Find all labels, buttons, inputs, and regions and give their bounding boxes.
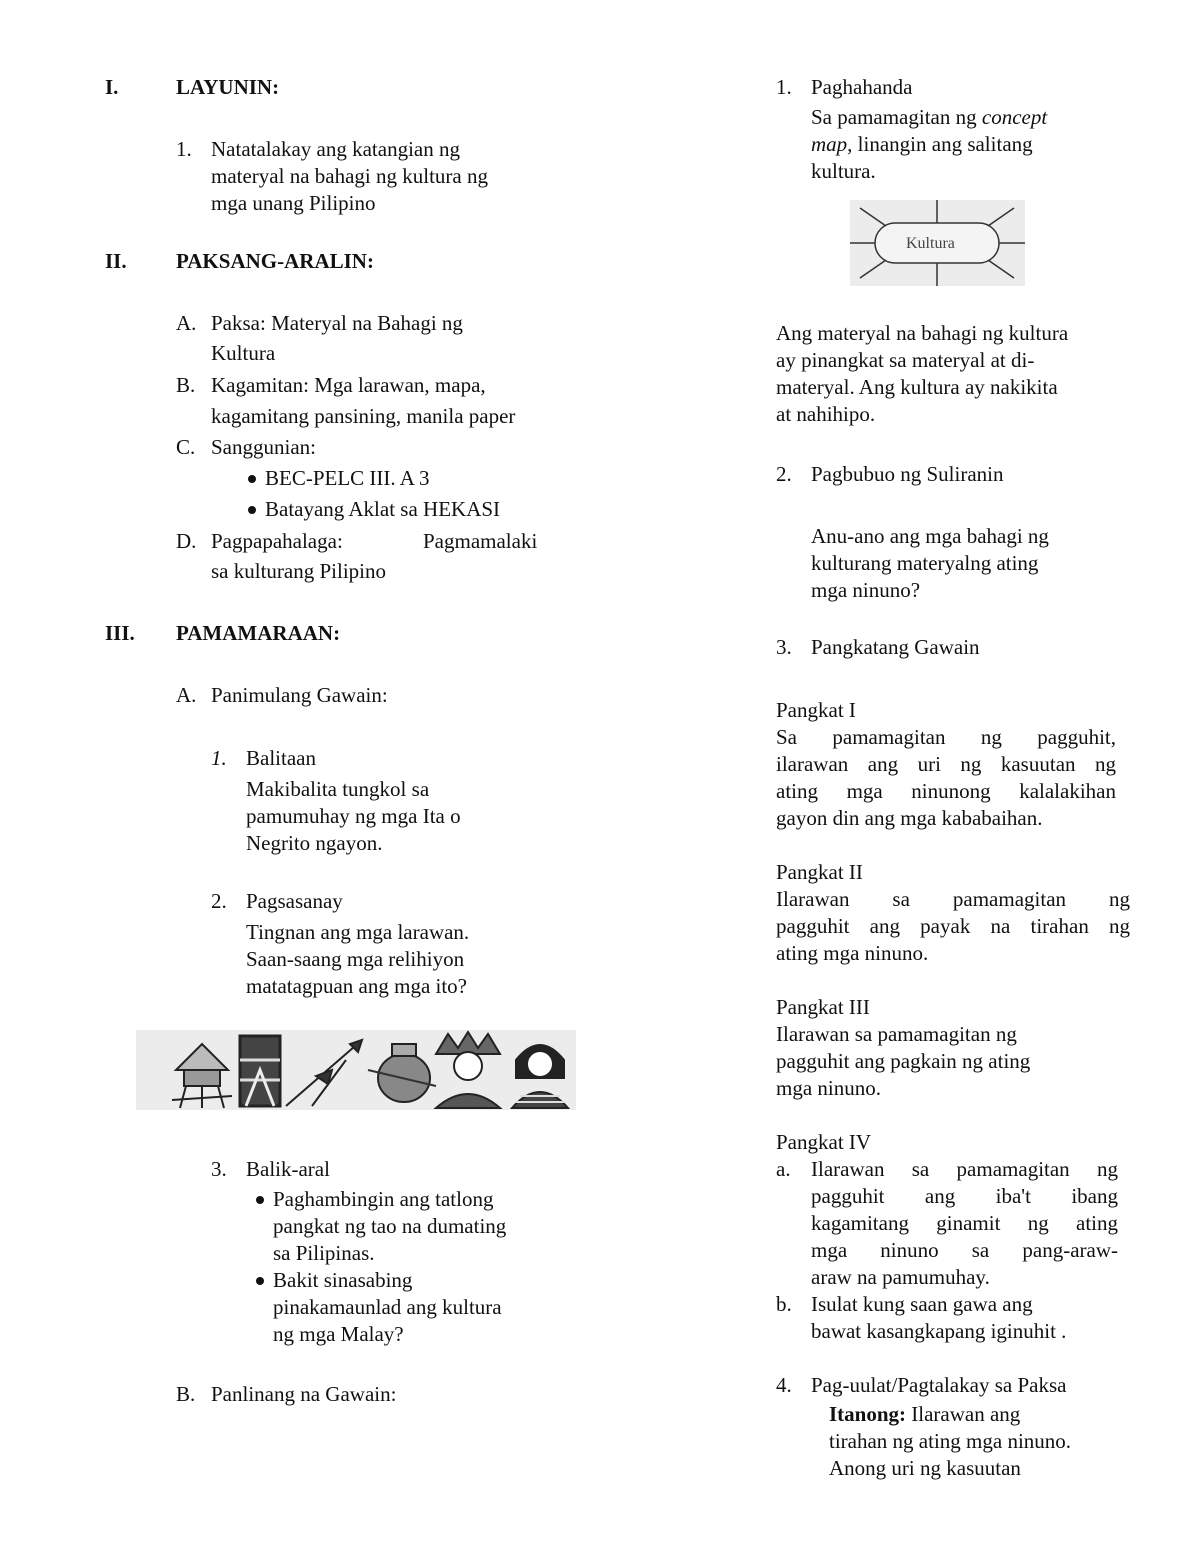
section-3-title: PAMAMARAAN: — [176, 621, 341, 645]
section-1-number: I. — [105, 75, 119, 99]
group-3-line: mga ninuno. — [776, 1076, 881, 1100]
group-1-line: ating mga ninunong kalalakihan — [776, 779, 1116, 803]
artifacts-drawing — [136, 1030, 576, 1110]
group-4-a-line: Ilarawan sa pamamagitan ng — [811, 1157, 1118, 1181]
step-3-number: 3. — [776, 635, 792, 659]
group-2-line: Ilarawan sa pamamagitan ng — [776, 887, 1130, 911]
group-4-a-line: mga ninuno sa pang-araw- — [811, 1238, 1118, 1262]
group-2-line: ating mga ninuno. — [776, 941, 929, 965]
objective-1-number: 1. — [176, 137, 192, 161]
step-2-line: kulturang materyalng ating — [811, 551, 1039, 575]
group-1-line: Sa pamamagitan ng pagguhit, — [776, 725, 1116, 749]
paragraph-line: at nahihipo. — [776, 402, 876, 426]
step-4-line: Anong uri ng kasuutan — [829, 1456, 1021, 1480]
item-a-line: Paksa: Materyal na Bahagi ng — [211, 311, 463, 335]
item-d-label: D. — [176, 529, 197, 553]
group-3-line: Ilarawan sa pamamagitan ng — [776, 1022, 1017, 1046]
balik-aral-bullet-2-line: ng mga Malay? — [273, 1322, 404, 1346]
item-b-line: Kagamitan: Mga larawan, mapa, — [211, 373, 486, 397]
item-d-line2: sa kulturang Pilipino — [211, 559, 386, 583]
balik-aral-number: 3. — [211, 1157, 227, 1181]
section-2-number: II. — [105, 249, 127, 273]
group-4-a-label: a. — [776, 1157, 791, 1181]
paragraph-line: ay pinangkat sa materyal at di- — [776, 348, 1035, 372]
balik-aral-bullet-1-line: sa Pilipinas. — [273, 1241, 375, 1265]
spear-icon — [286, 1040, 362, 1106]
group-4-a-line: araw na pamumuhay. — [811, 1265, 990, 1289]
group-1-title: Pangkat I — [776, 698, 856, 722]
artifacts-illustration — [136, 1030, 576, 1110]
step-3-title: Pangkatang Gawain — [811, 635, 980, 659]
step-2-line: mga ninuno? — [811, 578, 921, 602]
step-2-title: Pagbubuo ng Suliranin — [811, 462, 1004, 486]
reference-bullet: Batayang Aklat sa HEKASI — [265, 497, 501, 521]
step-1-line — [811, 131, 1033, 158]
pagsasanay-line: Saan-saang mga relihiyon — [246, 947, 465, 971]
item-a-line: Kultura — [211, 341, 276, 365]
item-d-left: Pagpapahalaga: — [211, 529, 343, 553]
group-3-line: pagguhit ang pagkain ng ating — [776, 1049, 1031, 1073]
step-2-line: Anu-ano ang mga bahagi ng — [811, 524, 1049, 548]
balitaan-line: pamumuhay ng mga Ita o — [246, 804, 461, 828]
reference-bullet: BEC-PELC III. A 3 — [265, 466, 430, 490]
group-4-b-label: b. — [776, 1292, 792, 1316]
hut-icon — [172, 1044, 232, 1108]
item-b-label: B. — [176, 373, 196, 397]
panimula-text: Panimulang Gawain: — [211, 683, 388, 707]
loom-icon — [240, 1036, 280, 1106]
pagsasanay-line: matatagpuan ang mga ito? — [246, 974, 468, 998]
objective-1-line: mga unang Pilipino — [211, 191, 376, 215]
step-4-number: 4. — [776, 1373, 792, 1397]
step-1-title: Paghahanda — [811, 75, 913, 99]
concept-map-label: Kultura — [906, 235, 955, 252]
jar-icon — [368, 1044, 436, 1102]
group-4-a-line: pagguhit ang iba't ibang — [811, 1184, 1118, 1208]
step-1-number: 1. — [776, 75, 792, 99]
balitaan-line: Negrito ngayon. — [246, 831, 383, 855]
group-4-a-line: kagamitang ginamit ng ating — [811, 1211, 1118, 1235]
step-4-text: Ilarawan ang — [906, 1402, 1021, 1426]
balitaan-line: Makibalita tungkol sa — [246, 777, 430, 801]
item-a-label: A. — [176, 311, 197, 335]
step-4-line: tirahan ng ating mga ninuno. — [829, 1429, 1072, 1453]
balitaan-number: 1. — [211, 746, 227, 770]
group-1-line: gayon din ang mga kababaihan. — [776, 806, 1043, 830]
paragraph-line: materyal. Ang kultura ay nakikita — [776, 375, 1058, 399]
item-c-label: C. — [176, 435, 196, 459]
objective-1-line: Natatalakay ang katangian ng — [211, 137, 460, 161]
group-4-b-line: bawat kasangkapang iginuhit . — [811, 1319, 1067, 1343]
item-b-line: kagamitang pansining, manila paper — [211, 404, 516, 428]
balik-aral-bullet-1: Paghambingin ang tatlong — [273, 1187, 494, 1211]
item-c-text: Sanggunian: — [211, 435, 316, 459]
section-1-title: LAYUNIN: — [176, 75, 280, 99]
group-2-title: Pangkat II — [776, 860, 863, 884]
pagsasanay-line: Tingnan ang mga larawan. — [246, 920, 470, 944]
step-1-text: Sa pamamagitan ng — [811, 105, 982, 129]
step-4-question-label: Itanong: — [829, 1402, 907, 1426]
group-4-b-line: Isulat kung saan gawa ang — [811, 1292, 1033, 1316]
panlinang-text: Panlinang na Gawain: — [211, 1382, 397, 1406]
balik-aral-bullet-2-line: pinakamaunlad ang kultura — [273, 1295, 502, 1319]
group-3-title: Pangkat III — [776, 995, 870, 1019]
person-headdress-icon — [436, 1032, 500, 1108]
concept-map — [850, 200, 1025, 286]
panimula-label: A. — [176, 683, 197, 707]
paragraph-line: Ang materyal na bahagi ng kultura — [776, 321, 1069, 345]
step-1-italic: map, — [811, 132, 853, 156]
balik-aral-bullet-1-line: pangkat ng tao na dumating — [273, 1214, 507, 1238]
group-2-line: pagguhit ang payak na tirahan ng — [776, 914, 1130, 938]
pagsasanay-title: Pagsasanay — [246, 889, 343, 913]
group-1-line: ilarawan ang uri ng kasuutan ng — [776, 752, 1116, 776]
section-3-number: III. — [105, 621, 135, 645]
step-2-number: 2. — [776, 462, 792, 486]
objective-1-line: materyal na bahagi ng kultura ng — [211, 164, 488, 188]
item-d-right: Pagmamalaki — [423, 529, 538, 553]
step-4-title: Pag-uulat/Pagtalakay sa Paksa — [811, 1373, 1067, 1397]
step-1-line — [811, 104, 1047, 131]
step-1-italic: concept — [981, 105, 1048, 129]
person-woman-icon — [512, 1045, 568, 1108]
balik-aral-bullet-2: Bakit sinasabing — [273, 1268, 413, 1292]
step-4-line — [829, 1401, 1020, 1428]
balik-aral-title: Balik-aral — [246, 1157, 330, 1181]
step-1-text: linangin ang salitang — [852, 132, 1033, 156]
section-2-title: PAKSANG-ARALIN: — [176, 249, 374, 273]
step-1-line: kultura. — [811, 159, 876, 183]
group-4-title: Pangkat IV — [776, 1130, 872, 1154]
pagsasanay-number: 2. — [211, 889, 227, 913]
balitaan-title: Balitaan — [246, 746, 316, 770]
panlinang-label: B. — [176, 1382, 196, 1406]
